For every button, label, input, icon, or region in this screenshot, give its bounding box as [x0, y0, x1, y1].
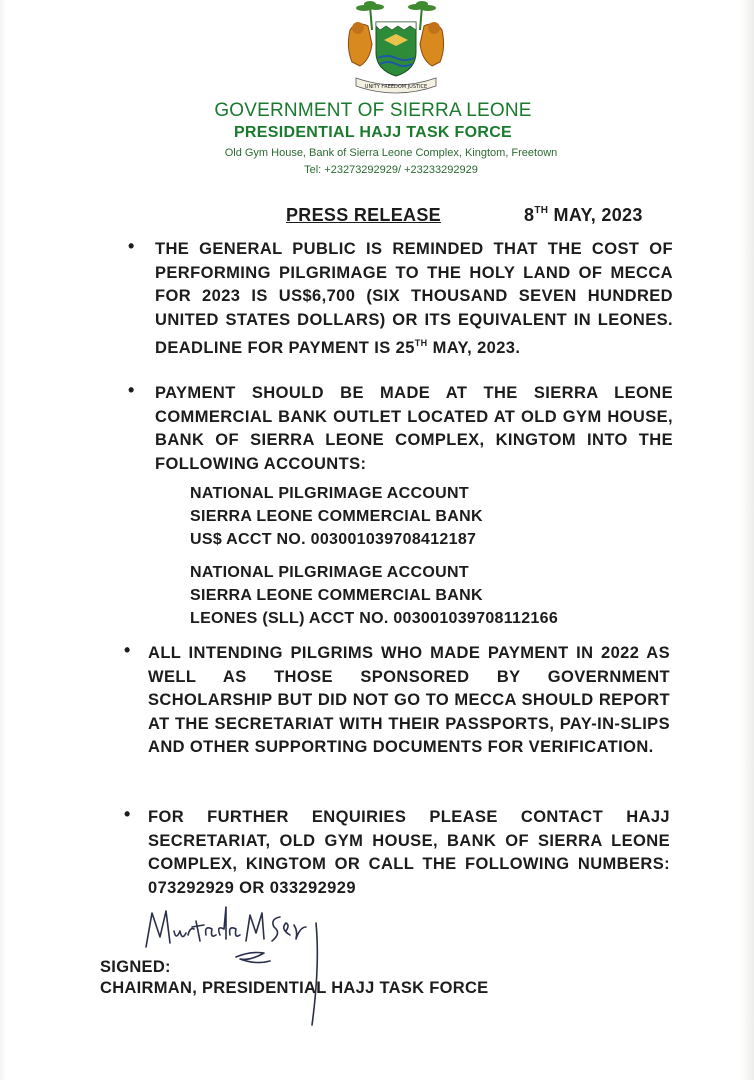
telephone-numbers: Tel: +23273292929/ +23233292929 [304, 164, 478, 176]
bullet-4-icon: • [124, 804, 131, 824]
account-name: NATIONAL PILGRIMAGE ACCOUNT [190, 564, 469, 581]
svg-text:UNITY FREEDOM JUSTICE: UNITY FREEDOM JUSTICE [364, 84, 428, 90]
press-release-heading: PRESS RELEASE [286, 205, 441, 225]
bullet-enquiries-contact: FOR FURTHER ENQUIRIES PLEASE CONTACT HAJJ SECRETARIAT, OLD GYM HOUSE, BANK OF SIERRA LEONE COMPLEX, KINGTOM OR CALL THE FOLLOWING NUMBERS: 073292929 OR 033292929 [148, 808, 670, 897]
signatory-title: CHAIRMAN, PRESIDENTIAL HAJJ TASK FORCE [100, 979, 489, 997]
bullet-verification-notice: ALL INTENDING PILGRIMS WHO MADE PAYMENT IN 2022 AS WELL AS THOSE SPONSORED BY GOVERNMENT SCHOLARSHIP BUT DID NOT GO TO MECCA SHOULD REPORT AT THE SECRETARIAT WITH THEIR PASSPORTS, PAY-IN-SLIPS AND OTHER SUPPORTING DOCUMENTS FOR VERIFICATION. [148, 644, 670, 756]
account-leones [190, 561, 558, 630]
account-usd [190, 482, 483, 551]
account-name: NATIONAL PILGRIMAGE ACCOUNT [190, 485, 469, 502]
task-force-title: PRESIDENTIAL HAJJ TASK FORCE [233, 124, 513, 141]
bullet-payment-location: PAYMENT SHOULD BE MADE AT THE SIERRA LEONE COMMERCIAL BANK OUTLET LOCATED AT OLD GYM HOUSE, BANK OF SIERRA LEONE COMPLEX, KINGTOM INTO THE FOLLOWING ACCOUNTS: [155, 384, 673, 473]
bullet-cost-reminder: THE GENERAL PUBLIC IS REMINDED THAT THE COST OF PERFORMING PILGRIMAGE TO THE HOLY LAND OF MECCA FOR 2023 IS US$6,700 (SIX THOUSAND SEVEN HUNDRED UNITED STATES DOLLARS) OR ITS EQUIVALENT IN LEONES. DEADLINE FOR PAYMENT IS 25TH MAY, 2023. [155, 240, 673, 357]
office-address: Old Gym House, Bank of Sierra Leone Complex, Kingtom, Freetown [224, 147, 558, 159]
release-date: 8TH MAY, 2023 [524, 205, 643, 225]
account-bank: SIERRA LEONE COMMERCIAL BANK [190, 587, 483, 604]
bullet-2-icon: • [128, 380, 135, 400]
account-number: US$ ACCT NO. 003001039708412187 [190, 531, 477, 548]
bullet-1-icon: • [128, 236, 135, 256]
coat-of-arms-icon [336, 0, 456, 98]
bullet-3-icon: • [124, 640, 131, 660]
account-number: LEONES (SLL) ACCT NO. 003001039708112166 [190, 610, 559, 627]
government-title: GOVERNMENT OF SIERRA LEONE [214, 100, 532, 121]
account-bank: SIERRA LEONE COMMERCIAL BANK [190, 508, 483, 525]
signed-label: SIGNED: [100, 958, 171, 976]
